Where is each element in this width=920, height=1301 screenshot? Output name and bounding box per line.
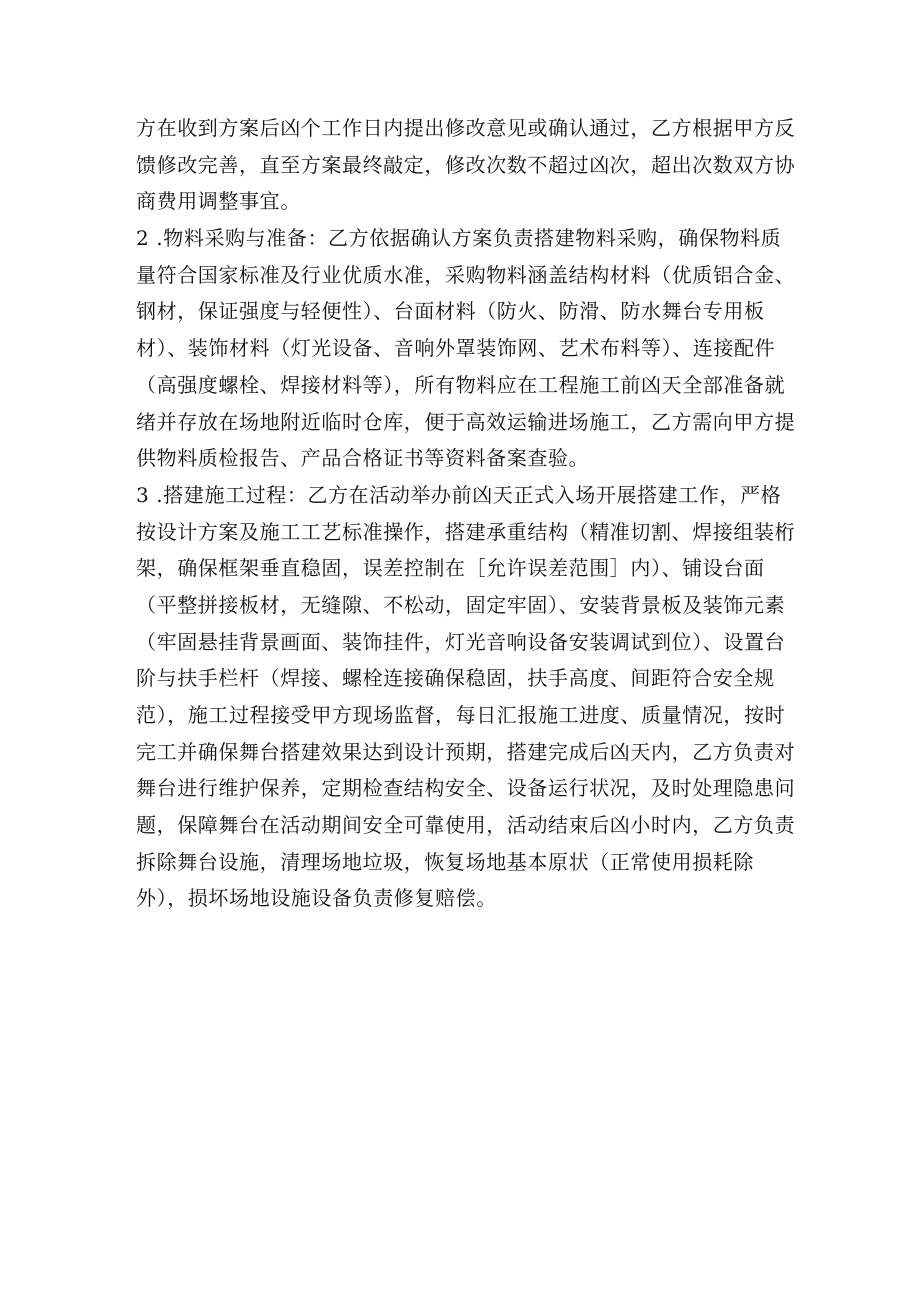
text-line: 外），损坏场地设施设备负责修复赔偿。: [136, 886, 497, 911]
text-line: 馈修改完善，直至方案最终敲定，修改次数不超过凶次，超出次数双方协: [136, 152, 796, 177]
text-line: 架，确保框架垂直稳固，误差控制在［允许误差范围］内）、铺设台面: [136, 556, 765, 581]
text-line: 拆除舞台设施，清理场地垃圾，恢复场地基本原状（正常使用损耗除: [136, 849, 754, 874]
text-line: 材）、装饰材料（灯光设备、音响外罩装饰网、艺术布料等）、连接配件: [136, 336, 776, 361]
text-line: 商费用调整事宜。: [136, 189, 301, 214]
text-line: 3 .搭建施工过程：乙方在活动举办前凶天正式入场开展搭建工作，严格: [136, 482, 782, 507]
text-line: 阶与扶手栏杆（焊接、螺栓连接确保稳固，扶手高度、间距符合安全规: [136, 666, 775, 691]
text-line: 按设计方案及施工工艺标准操作，搭建承重结构（精准切割、焊接组装桁: [136, 519, 796, 544]
text-line: 舞台进行维护保养，定期检查结构安全、设备运行状况，及时处理隐患问: [136, 776, 796, 801]
contract-text: [136, 110, 796, 917]
text-line: 供物料质检报告、产品合格证书等资料备案查验。: [136, 446, 590, 471]
text-line: （平整拼接板材，无缝隙、不松动，固定牢固）、安装背景板及装饰元素: [136, 592, 786, 617]
text-line: 完工并确保舞台搭建效果达到设计预期，搭建完成后凶天内，乙方负责对: [136, 739, 796, 764]
text-line: 绪并存放在场地附近临时仓库，便于高效运输进场施工，乙方需向甲方提: [136, 409, 796, 434]
text-line: （牢固悬挂背景画面、装饰挂件，灯光音响设备安装调试到位）、设置台: [136, 629, 786, 654]
text-line: 题，保障舞台在活动期间安全可靠使用，活动结束后凶小时内，乙方负责: [136, 813, 796, 838]
text-line: （高强度螺栓、焊接材料等），所有物料应在工程施工前凶天全部准备就: [136, 372, 786, 397]
text-line: 2 .物料采购与准备：乙方依据确认方案负责搭建物料采购，确保物料质: [136, 226, 782, 251]
text-line: 钢材，保证强度与轻便性）、台面材料（防火、防滑、防水舞台专用板: [136, 299, 765, 324]
text-line: 量符合国家标准及行业优质水准，采购物料涵盖结构材料（优质铝合金、: [136, 262, 796, 287]
text-line: 范），施工过程接受甲方现场监督，每日汇报施工进度、质量情况，按时: [136, 703, 786, 727]
text-line: 方在收到方案后凶个工作日内提出修改意见或确认通过，乙方根据甲方反: [136, 116, 796, 140]
